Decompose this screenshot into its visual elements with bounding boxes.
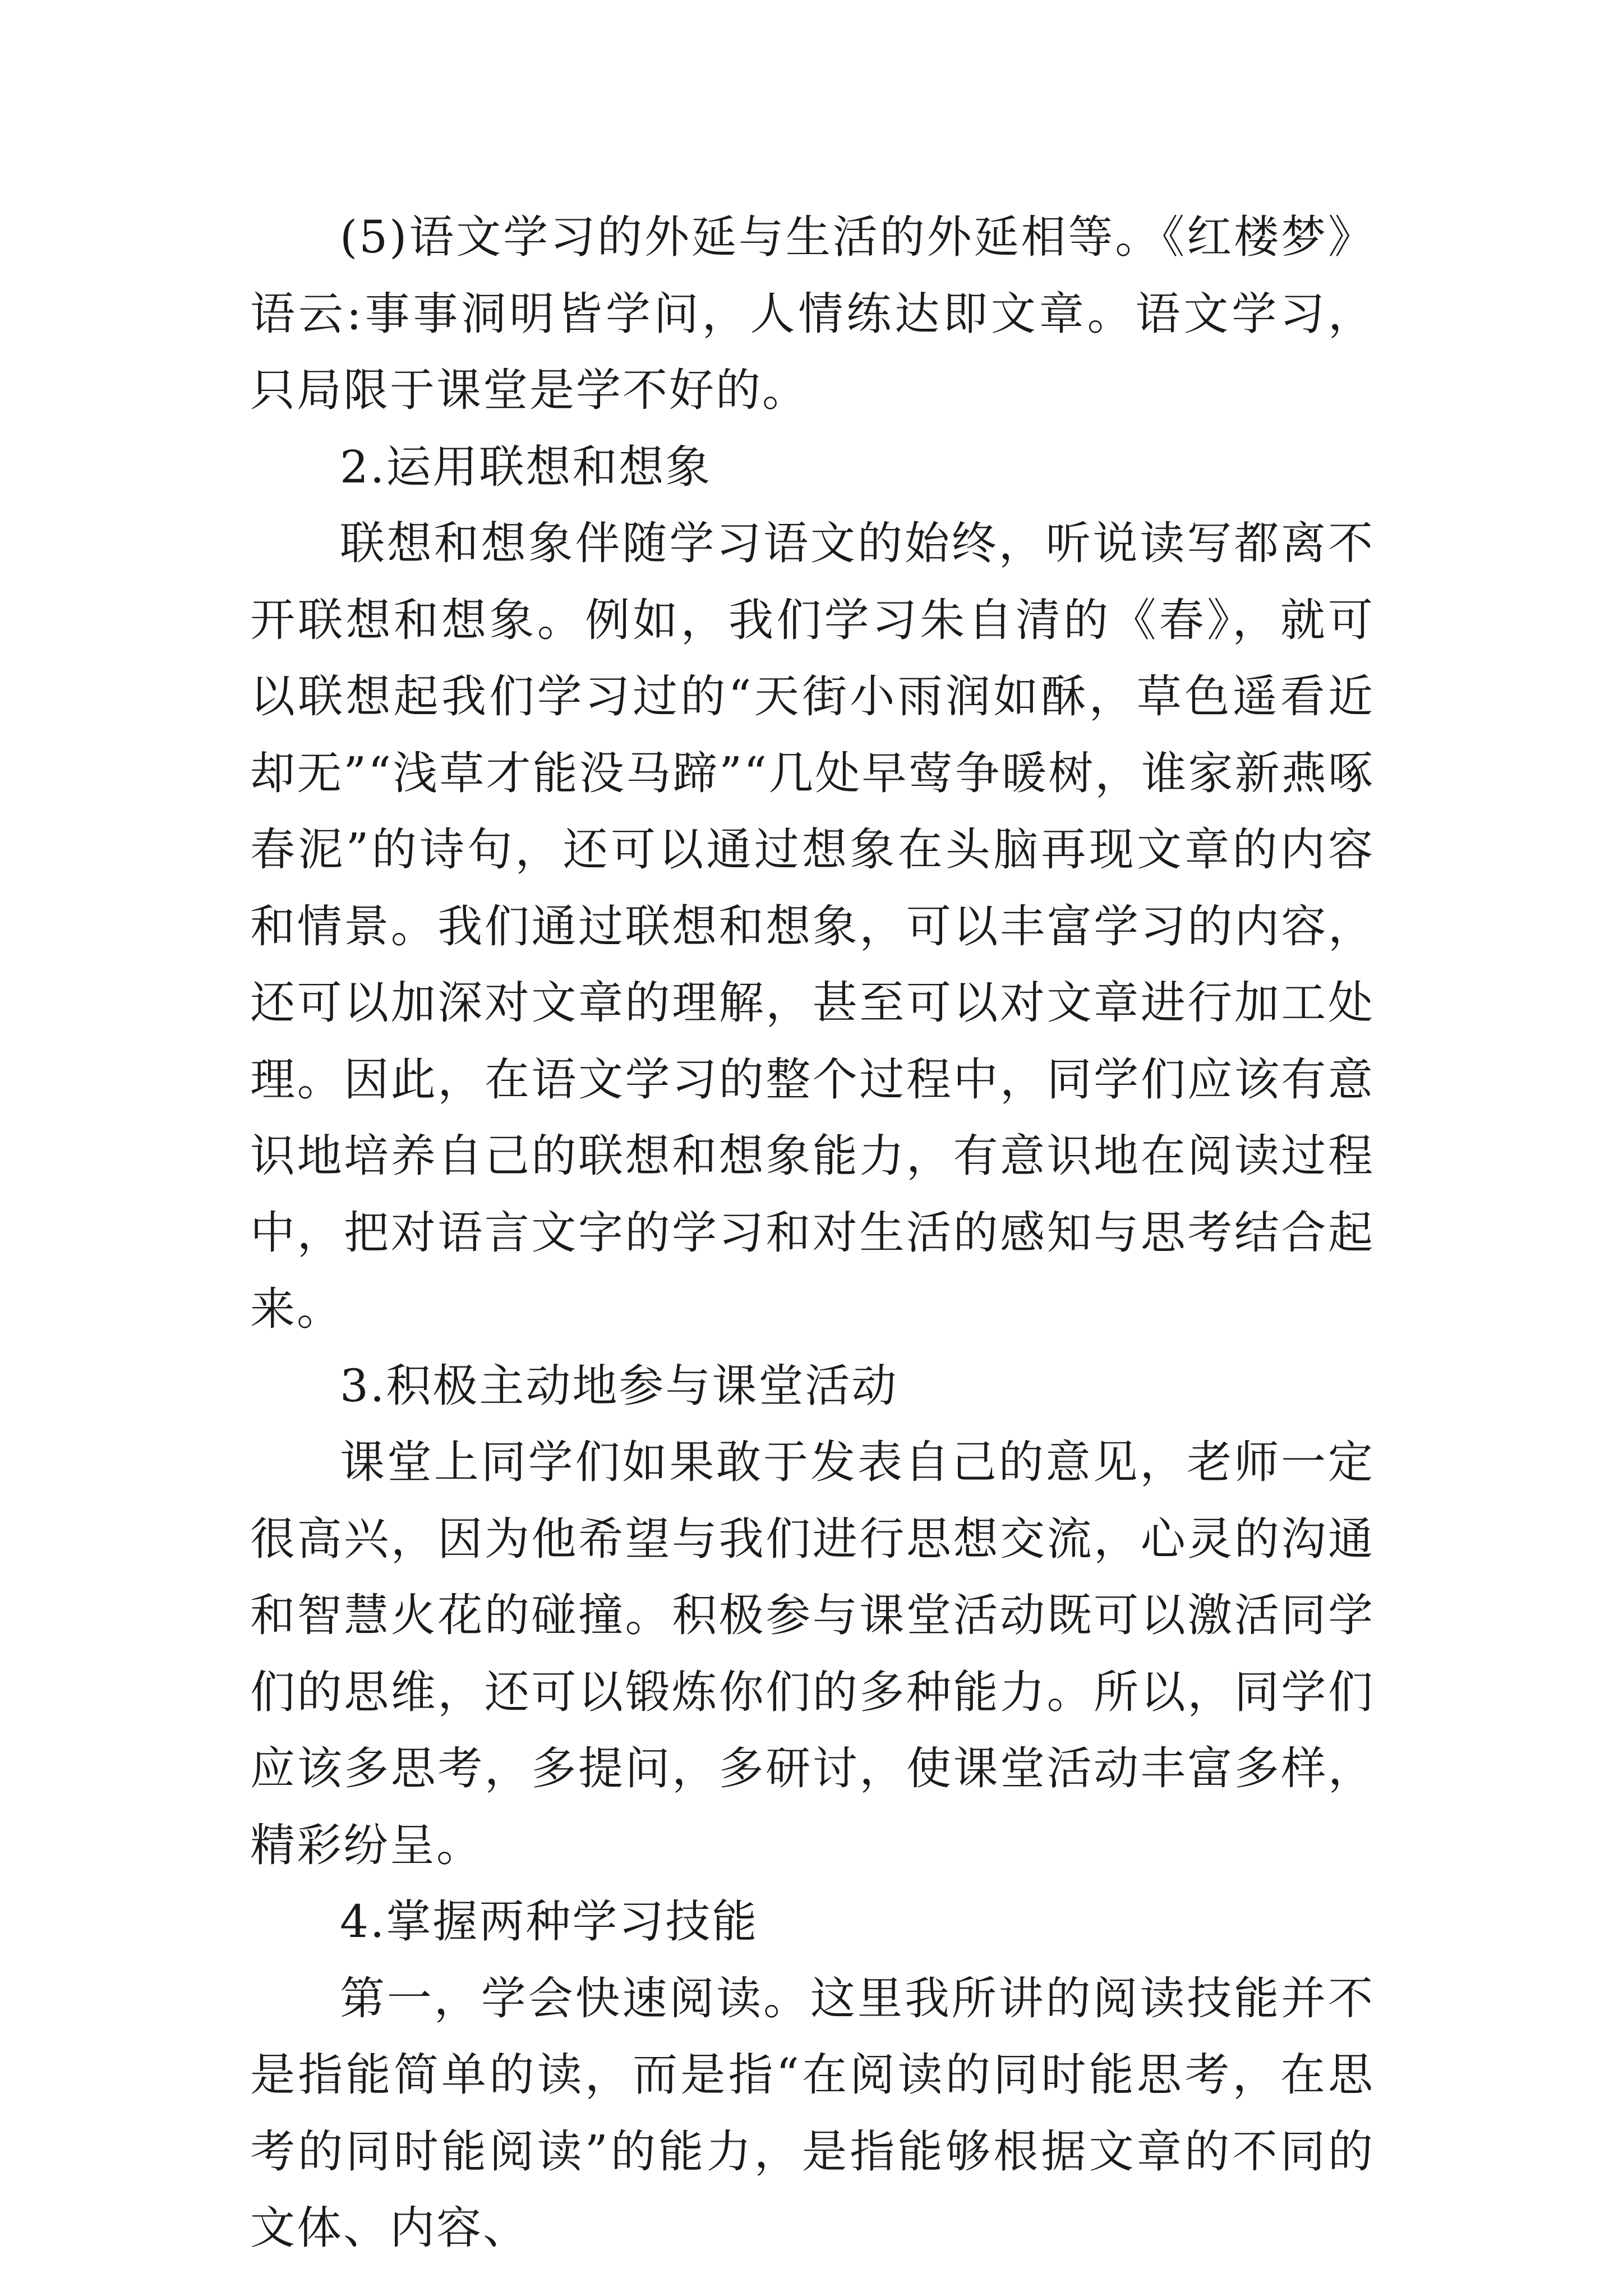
section-heading-association-imagination: 2.运用联想和想象 (340, 440, 712, 493)
document-body (250, 199, 1375, 2267)
section-heading-learning-skills: 4.掌握两种学习技能 (340, 1895, 759, 1948)
paragraph-fast-reading: 第一，学会快速阅读。这里我所讲的阅读技能并不是指能简单的读，而是指“在阅读的同时能思考，在思考的同时能阅读”的能力，是指能够根据文章的不同的文体、内容、 (250, 1972, 1375, 2254)
paragraph-classroom-activities: 课堂上同学们如果敢于发表自己的意见，老师一定很高兴，因为他希望与我们进行思想交流，心灵的沟通和智慧火花的碰撞。积极参与课堂活动既可以激活同学们的思维，还可以锻炼你们的多种能力。所以，同学们应该多思考，多提问，多研讨，使课堂活动丰富多样，精彩纷呈。 (250, 1436, 1375, 1871)
paragraph-association-imagination: 联想和想象伴随学习语文的始终，听说读写都离不开联想和想象。例如，我们学习朱自清的《春》，就可以联想起我们学习过的“天街小雨润如酥，草色遥看近却无”“浅草才能没马蹄”“几处早莺争暖树，谁家新燕啄春泥”的诗句，还可以通过想象在头脑再现文章的内容和情景。我们通过联想和想象，可以丰富学习的内容，还可以加深对文章的理解，甚至可以对文章进行加工处理。因此，在语文学习的整个过程中，同学们应该有意识地培养自己的联想和想象能力，有意识地在阅读过程中，把对语言文字的学习和对生活的感知与思考结合起来。 (250, 517, 1375, 1335)
section-heading-classroom-activities: 3.积极主动地参与课堂活动 (340, 1359, 898, 1412)
paragraph-red-mansions: (5)语文学习的外延与生活的外延相等。《红楼梦》语云:事事洞明皆学问，人情练达即文章。语文学习，只局限于课堂是学不好的。 (250, 211, 1375, 416)
